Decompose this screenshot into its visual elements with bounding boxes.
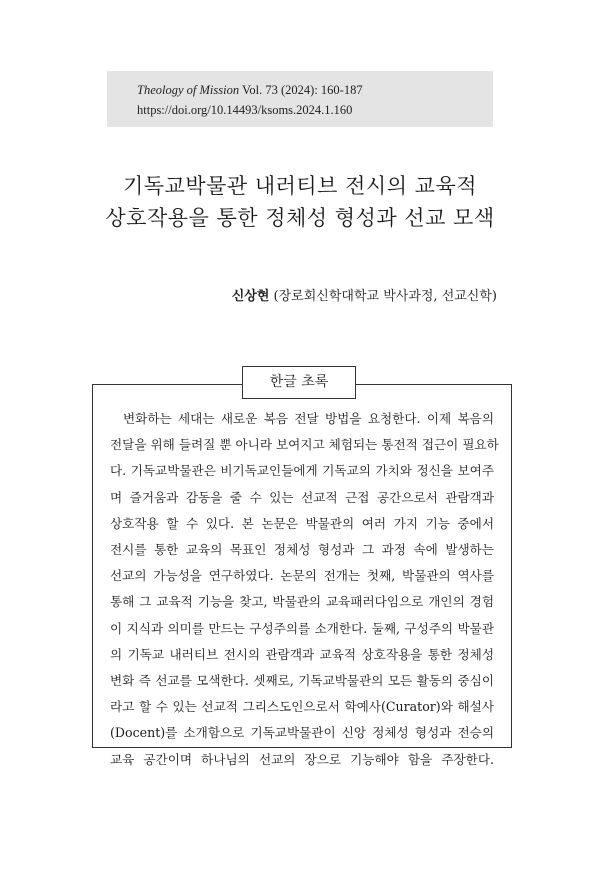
abstract-heading: 한글 초록: [242, 366, 356, 399]
doi-link[interactable]: https://doi.org/10.14493/ksoms.2024.1.160: [137, 103, 353, 117]
abstract-line: 교육 공간이며 하나님의 선교의 장으로 기능해야 함을 주장한다.: [110, 751, 494, 767]
abstract-line: 이 지식과 의미를 만드는 구성주의를 소개한다. 둘째, 구성주의 박물관: [110, 620, 494, 636]
abstract-line: 전시를 통한 교육의 목표인 정체성 형성과 그 과정 속에 발생하는: [110, 542, 494, 558]
journal-citation-box: [107, 71, 493, 127]
journal-name: Theology of Mission: [137, 83, 240, 97]
abstract-body: [110, 406, 499, 773]
journal-citation: [137, 80, 493, 100]
abstract-line: 며 즐거움과 감동을 줄 수 있는 선교적 근접 공간으로서 관람객과: [110, 489, 494, 505]
abstract-line: 라고 할 수 있는 선교적 그리스도인으로서 학예사(Curator)와 해설사: [110, 699, 494, 715]
author-name: 신상현: [231, 289, 270, 304]
abstract-line: 상호작용 할 수 있다. 본 논문은 박물관의 여러 가지 기능 중에서: [110, 515, 494, 531]
volume-info: Vol. 73 (2024): 160-187: [239, 83, 363, 97]
abstract-line: 변화하는 세대는 새로운 복음 전달 방법을 요청한다. 이제 복음의: [123, 411, 494, 426]
title-line-2: 상호작용을 통한 정체성 형성과 선교 모색: [105, 206, 495, 230]
author-line: [232, 285, 497, 304]
abstract-line: 전달을 위해 들려질 뿐 아니라 보여지고 체험되는 통전적 접근이 필요하: [110, 437, 499, 453]
abstract-line: 통해 그 교육적 기능을 찾고, 박물관의 교육패러다임으로 개인의 경험: [110, 594, 494, 610]
abstract-line: (Docent)를 소개함으로 기독교박물관이 신앙 정체성 형성과 전승의: [110, 725, 494, 741]
title-line-1: 기독교박물관 내러티브 전시의 교육적: [122, 174, 478, 198]
abstract-line: 다. 기독교박물관은 비기독교인들에게 기독교의 가치와 정신을 보여주: [110, 463, 494, 479]
author-affiliation: (장로회신학대학교 박사과정, 선교신학): [273, 289, 497, 304]
abstract-line: 변화 즉 선교를 모색한다. 셋째로, 기독교박물관의 모든 활동의 중심이: [110, 673, 494, 689]
paper-title: [0, 170, 600, 234]
abstract-line: 의 기독교 내러티브 전시의 관람객과 교육적 상호작용을 통한 정체성: [110, 646, 494, 662]
abstract-line: 선교의 가능성을 연구하였다. 논문의 전개는 첫째, 박물관의 역사를: [110, 568, 494, 584]
